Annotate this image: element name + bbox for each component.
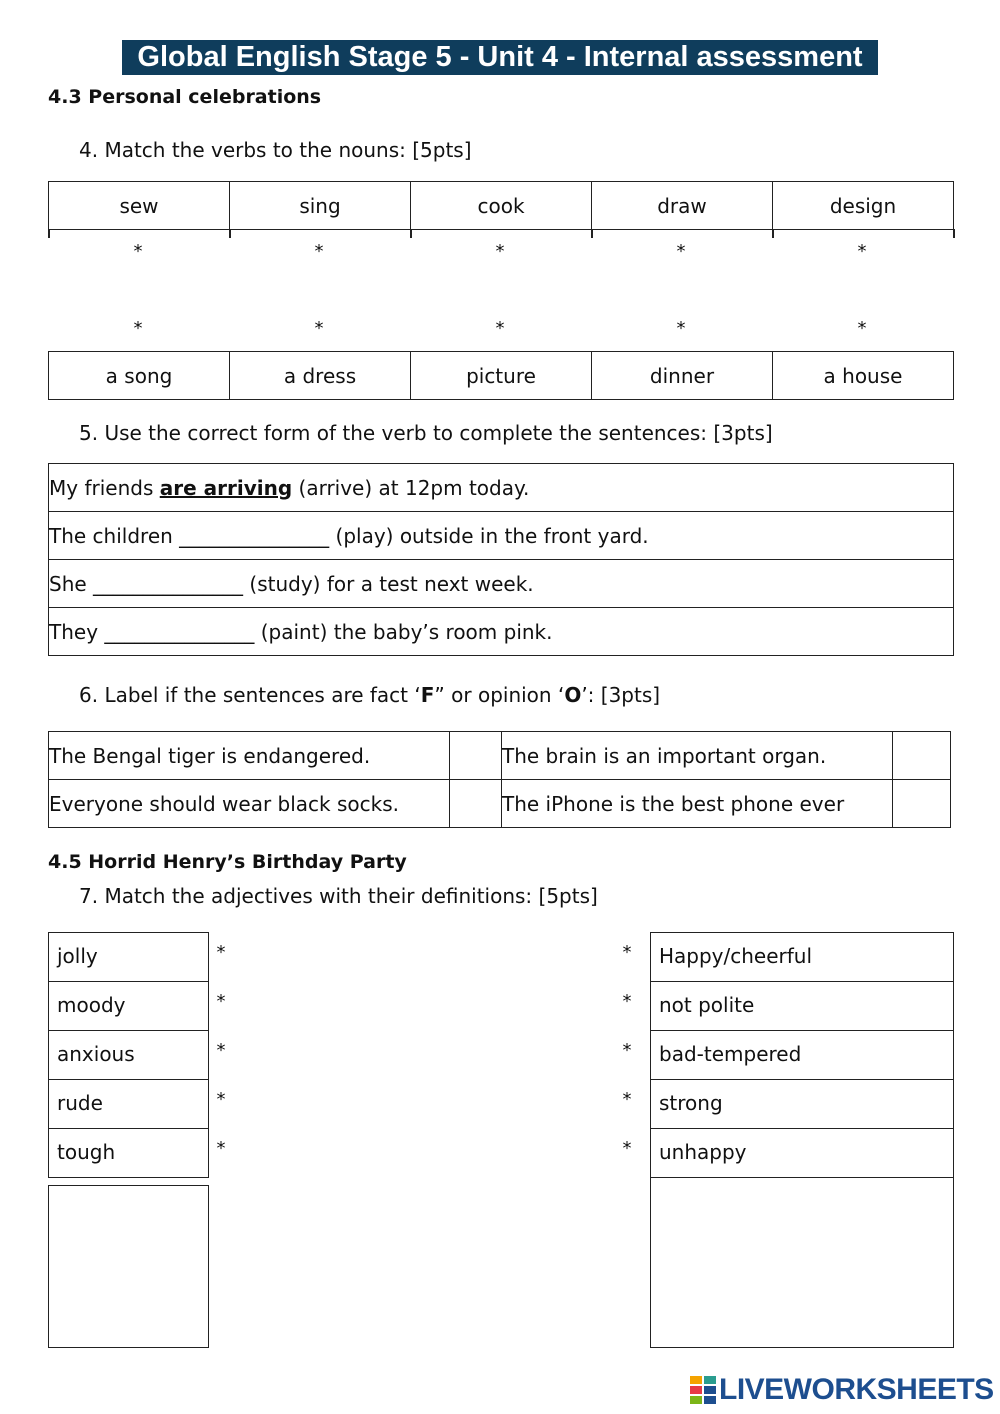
verb-cell: draw bbox=[592, 182, 773, 230]
statement-cell: The brain is an important organ. bbox=[502, 732, 893, 780]
table-tick bbox=[953, 229, 955, 238]
match-point-verb-sew[interactable]: * bbox=[133, 241, 143, 262]
match-point-adjective[interactable]: * bbox=[216, 1138, 226, 1159]
definition-box: Happy/cheerful bbox=[650, 932, 954, 982]
noun-cell: picture bbox=[411, 352, 592, 400]
section-heading-personal-celebrations: 4.3 Personal celebrations bbox=[48, 86, 322, 108]
match-point-verb-design[interactable]: * bbox=[857, 241, 867, 262]
question-7-prompt: 7. Match the adjectives with their definitions: [5pts] bbox=[79, 884, 598, 908]
noun-cell: a song bbox=[49, 352, 230, 400]
sentence-text: (paint) the baby’s room pink. bbox=[254, 619, 553, 644]
verb-cell: design bbox=[773, 182, 954, 230]
example-sentence-row bbox=[49, 464, 954, 512]
sentence-row bbox=[49, 560, 954, 608]
match-point-verb-draw[interactable]: * bbox=[676, 241, 686, 262]
empty-box-right bbox=[650, 1177, 954, 1348]
match-point-noun-picture[interactable]: * bbox=[495, 318, 505, 339]
fact-opinion-answer-box[interactable] bbox=[893, 780, 951, 828]
question-5-prompt: 5. Use the correct form of the verb to complete the sentences: [3pts] bbox=[79, 421, 773, 445]
match-point-definition[interactable]: * bbox=[622, 991, 632, 1012]
answer-blank[interactable]: _______________ bbox=[179, 523, 330, 548]
noun-cell: dinner bbox=[592, 352, 773, 400]
match-point-adjective[interactable]: * bbox=[216, 1089, 226, 1110]
match-point-noun-a-dress[interactable]: * bbox=[314, 318, 324, 339]
match-point-adjective[interactable]: * bbox=[216, 942, 226, 963]
match-point-noun-a-house[interactable]: * bbox=[857, 318, 867, 339]
sentence-row bbox=[49, 512, 954, 560]
answer-blank[interactable]: _______________ bbox=[93, 571, 244, 596]
match-point-noun-a-song[interactable]: * bbox=[133, 318, 143, 339]
match-point-definition[interactable]: * bbox=[622, 942, 632, 963]
statement-cell: Everyone should wear black socks. bbox=[49, 780, 450, 828]
table-tick bbox=[772, 229, 774, 238]
verb-cell: sing bbox=[230, 182, 411, 230]
fact-opinion-answer-box[interactable] bbox=[450, 780, 502, 828]
table-tick bbox=[410, 229, 412, 238]
adjective-box: moody bbox=[48, 981, 209, 1031]
definition-box: not polite bbox=[650, 981, 954, 1031]
example-answer: are arriving bbox=[159, 475, 293, 500]
table-tick bbox=[591, 229, 593, 238]
question-6-prompt bbox=[79, 683, 660, 707]
match-point-definition[interactable]: * bbox=[622, 1138, 632, 1159]
sentences-table bbox=[48, 463, 954, 656]
page-title: Global English Stage 5 - Unit 4 - Internal assessment bbox=[122, 40, 878, 75]
sentence-text: She bbox=[49, 571, 94, 596]
match-point-definition[interactable]: * bbox=[622, 1040, 632, 1061]
noun-cell: a house bbox=[773, 352, 954, 400]
adjective-box: rude bbox=[48, 1079, 209, 1129]
match-point-verb-sing[interactable]: * bbox=[314, 241, 324, 262]
sentence-text: My friends bbox=[49, 475, 160, 500]
liveworksheets-logo bbox=[690, 1374, 994, 1406]
match-point-noun-dinner[interactable]: * bbox=[676, 318, 686, 339]
table-tick bbox=[48, 229, 50, 238]
prompt-text: ” or opinion ‘ bbox=[434, 683, 565, 707]
prompt-text: 6. Label if the sentences are fact ‘ bbox=[79, 683, 421, 707]
liveworksheets-logo-icon bbox=[690, 1376, 716, 1404]
sentence-text: (play) outside in the front yard. bbox=[329, 523, 649, 548]
fact-opinion-answer-box[interactable] bbox=[893, 732, 951, 780]
definition-box: unhappy bbox=[650, 1128, 954, 1178]
question-4-prompt: 4. Match the verbs to the nouns: [5pts] bbox=[79, 138, 472, 162]
prompt-text: ’: [3pts] bbox=[581, 683, 661, 707]
noun-cell: a dress bbox=[230, 352, 411, 400]
liveworksheets-logo-text: LIVEWORKSHEETS bbox=[719, 1373, 994, 1406]
statement-cell: The Bengal tiger is endangered. bbox=[49, 732, 450, 780]
verb-cell: sew bbox=[49, 182, 230, 230]
sentence-text: The children bbox=[49, 523, 180, 548]
definition-box: bad-tempered bbox=[650, 1030, 954, 1080]
fact-opinion-table bbox=[48, 731, 951, 828]
adjective-box: anxious bbox=[48, 1030, 209, 1080]
sentence-text: (study) for a test next week. bbox=[243, 571, 534, 596]
adjective-box: tough bbox=[48, 1128, 209, 1178]
sentence-text: They bbox=[49, 619, 105, 644]
match-point-adjective[interactable]: * bbox=[216, 991, 226, 1012]
empty-box-left bbox=[48, 1185, 209, 1348]
prompt-fact-letter: F bbox=[420, 683, 435, 707]
verbs-table bbox=[48, 181, 954, 230]
adjective-box: jolly bbox=[48, 932, 209, 982]
section-heading-horrid-henry: 4.5 Horrid Henry’s Birthday Party bbox=[48, 851, 407, 873]
prompt-opinion-letter: O bbox=[564, 683, 582, 707]
fact-opinion-answer-box[interactable] bbox=[450, 732, 502, 780]
sentence-text: (arrive) at 12pm today. bbox=[292, 475, 530, 500]
answer-blank[interactable]: _______________ bbox=[104, 619, 255, 644]
match-point-verb-cook[interactable]: * bbox=[495, 241, 505, 262]
nouns-table bbox=[48, 351, 954, 400]
statement-cell: The iPhone is the best phone ever bbox=[502, 780, 893, 828]
match-point-adjective[interactable]: * bbox=[216, 1040, 226, 1061]
definition-box: strong bbox=[650, 1079, 954, 1129]
verb-cell: cook bbox=[411, 182, 592, 230]
sentence-row bbox=[49, 608, 954, 656]
table-tick bbox=[229, 229, 231, 238]
match-point-definition[interactable]: * bbox=[622, 1089, 632, 1110]
